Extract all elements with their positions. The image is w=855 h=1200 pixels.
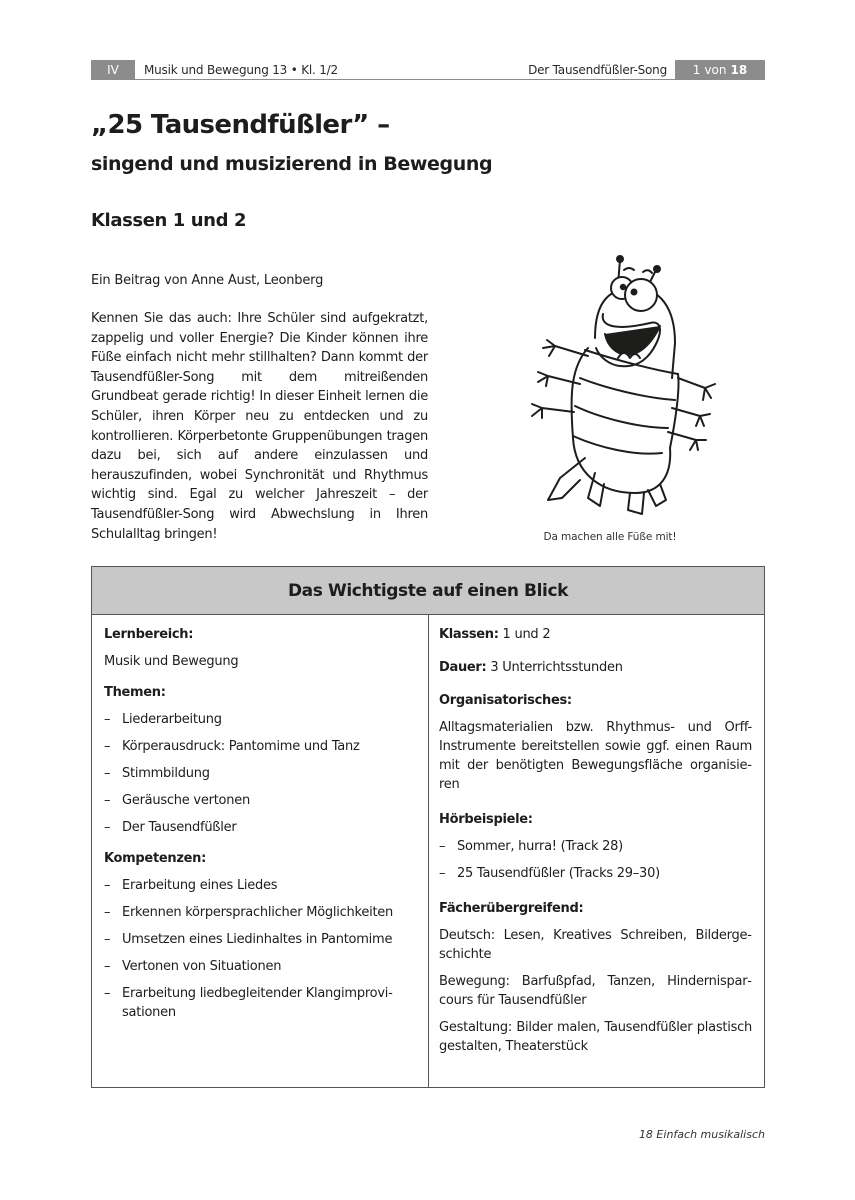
page-footer: 18 Einfach musikalisch [638, 1128, 765, 1141]
dash: – [104, 712, 111, 727]
series-title: Musik und Bewegung 13 • Kl. 1/2 [144, 62, 338, 77]
list-item: – Stimmbildung [104, 766, 210, 781]
list-item: – Geräusche vertonen [104, 793, 250, 808]
illustration-caption: Da machen alle Füße mit! [543, 531, 677, 543]
list-item: – 25 Tausendfüßler (Tracks 29–30) [439, 866, 660, 881]
list-item: – Erkennen körpersprachlicher Möglichkeiten [104, 905, 394, 920]
summary-left-column [92, 615, 429, 1087]
grade-level-heading: Klassen 1 und 2 [91, 210, 247, 231]
klassen-row [439, 625, 752, 644]
running-header [91, 60, 765, 80]
dash: – [104, 986, 111, 1001]
dash: – [104, 878, 111, 893]
centipede-cartoon-icon [500, 248, 720, 518]
page-total: 18 [730, 63, 748, 77]
organisatorisches-label: Organisatorisches: [439, 693, 572, 708]
dash: – [104, 959, 111, 974]
page-current: 1 [692, 63, 701, 77]
faecher-item: Deutsch: Lesen, Kreatives Schreiben, Bildergeschichte [439, 928, 752, 962]
topic-title: Der Tausendfüßler-Song [528, 62, 667, 77]
dash: – [439, 866, 446, 881]
dash: – [104, 820, 111, 835]
intro-paragraph: Kennen Sie das auch: Ihre Schüler sind aufgekratzt, zappelig und voller Energie? Die Kinder können ihre Füße einfach nicht mehr stillhalten? Dann kommt der Tausendfüßler-Song mit dem mitreißenden Grundbeat gerade richtig! In dieser Einheit lernen die Schüler, ihren Körper neu zu entdecken und zu kontrollieren. Körperbetonte Gruppenübungen tragen dazu bei, sich auf andere einzulassen und herauszufinden, wobei Synchronität und Rhythmus wichtig sind. Egal zu welcher Jahreszeit – der Tausendfüßler-Song wird Abwechslung in Ihren Schulalltag bringen! [91, 311, 428, 542]
klassen-value: 1 und 2 [502, 627, 551, 642]
faecheruebergreifend-label: Fächerübergreifend: [439, 901, 584, 916]
dash: – [104, 739, 111, 754]
organisatorisches-value: Alltagsmaterialien bzw. Rhythmus- und Orff-Instrumente bereitstellen sowie ggf. einen Raum mit der benötigten Bewegungsfläche organisieren [439, 720, 752, 792]
section-number: IV [91, 60, 135, 80]
faecher-item: Bewegung: Barfußpfad, Tanzen, Hindernisparcours für Tausendfüßler [439, 974, 752, 1008]
author-line: Ein Beitrag von Anne Aust, Leonberg [91, 273, 324, 288]
list-item: – Körperausdruck: Pantomime und Tanz [104, 739, 360, 754]
list-item: – Umsetzen eines Liedinhaltes in Pantomime [104, 932, 393, 947]
list-item: – Vertonen von Situationen [104, 959, 282, 974]
header-text [135, 60, 675, 80]
dash: – [104, 793, 111, 808]
lernbereich-value: Musik und Bewegung [104, 654, 239, 669]
lernbereich-label: Lernbereich: [104, 627, 194, 642]
list-item: – Liederarbeitung [104, 712, 222, 727]
themen-list [104, 710, 416, 837]
dauer-value: 3 Unterrichtsstunden [490, 660, 623, 675]
summary-right-column [429, 615, 764, 1087]
page-sep: von [704, 63, 727, 77]
summary-heading: Das Wichtigste auf einen Blick [92, 567, 764, 615]
kompetenzen-list [104, 876, 416, 1022]
dash: – [104, 932, 111, 947]
list-item: – Erarbeitung liedbegleitender Klangimprovisationen [104, 986, 393, 1020]
dash: – [104, 905, 111, 920]
hoerbeispiele-label: Hörbeispiele: [439, 812, 533, 827]
summary-box [91, 566, 765, 1088]
klassen-label: Klassen: [439, 627, 499, 642]
dauer-row [439, 658, 752, 677]
page-subtitle: singend und musizierend in Bewegung [91, 153, 493, 175]
themen-label: Themen: [104, 685, 166, 700]
dash: – [104, 766, 111, 781]
faecher-item: Gestaltung: Bilder malen, Tausendfüßler plastisch gestalten, Theaterstück [439, 1020, 752, 1054]
dauer-label: Dauer: [439, 660, 487, 675]
dash: – [439, 839, 446, 854]
kompetenzen-label: Kompetenzen: [104, 851, 206, 866]
list-item: – Der Tausendfüßler [104, 820, 237, 835]
page-title: „25 Tausendfüßler” – [91, 110, 390, 140]
list-item: – Erarbeitung eines Liedes [104, 878, 278, 893]
page-indicator [675, 60, 765, 80]
list-item: – Sommer, hurra! (Track 28) [439, 839, 623, 854]
